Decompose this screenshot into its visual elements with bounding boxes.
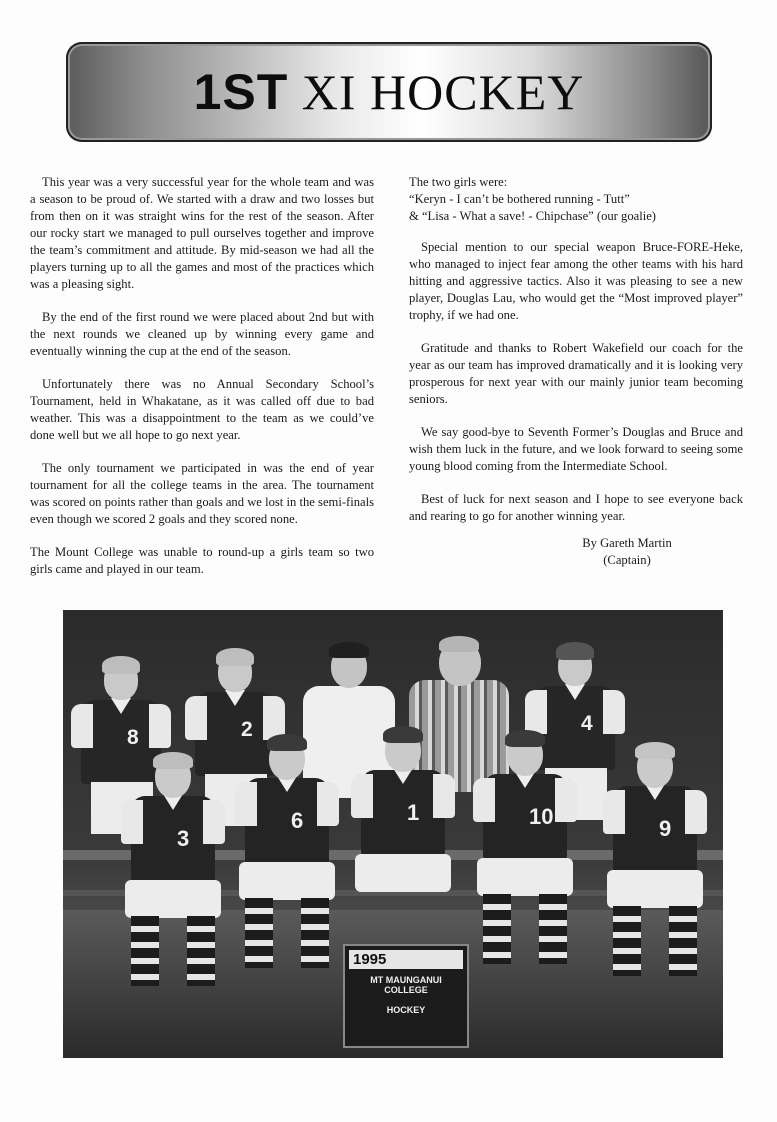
jersey-number: 6 [291,808,304,833]
girls-list [409,174,743,225]
paragraph: We say good-bye to Seventh Former’s Douglas and Bruce and wish them luck in the future, and we look forward to seeing some young blood coming from the Intermediate School. [409,425,743,473]
board-sport: HOCKEY [386,1005,426,1015]
jersey-number: 2 [241,718,253,741]
byline-author: By Gareth Martin [582,536,672,550]
paragraph: The only tournament we participated in was the end of year tournament for all the college teams in the area. The tournament was scored on points rather than goals and we lost in the semi-finals even though we scored 2 goals and they scored none. [30,461,374,526]
girl-name: “Keryn - I can’t be bothered running - Tutt” [409,192,630,206]
paragraph: This year was a very successful year for the whole team and was a season to be proud of. We started with a draw and two losses but from then on it was straight wins for the rest of the season. After our rocky start we managed to pull ourselves together and improve the team’s commitment and attitude. By mid-season we had all the players turning up to all the games and most of the practices which was a pleasing sight. [30,175,374,291]
jersey-number: 3 [177,826,190,851]
paragraph: Unfortunately there was no Annual Secondary School’s Tournament, held in Whakatane, as it was called off due to bad weather. This was a disappointment to the team as we could’ve done well but we all hope to go next year. [30,377,374,442]
girls-intro: The two girls were: [409,175,508,189]
team-photo [63,610,723,1058]
jersey-number: 10 [529,804,554,829]
jersey-number: 9 [659,816,672,841]
paragraph: The Mount College was unable to round-up a girls team so two girls came and played in our team. [30,545,374,576]
girl-name: & “Lisa - What a save! - Chipchase” (our goalie) [409,209,656,223]
article-right-column [409,174,743,569]
jersey-number: 4 [581,712,593,735]
byline-role: (Captain) [603,553,651,567]
byline [527,535,727,569]
page-title: 1ST XI HOCKEY [193,64,585,120]
paragraph: Gratitude and thanks to Robert Wakefield our coach for the year as our team has improved dramatically and it is looking very prosperous for next year with our mainly junior team becoming seniors. [409,341,743,406]
board-school: MT MAUNGANUI COLLEGE [370,975,442,995]
article-left-column [30,174,374,594]
paragraph: By the end of the first round we were placed about 2nd but with the next rounds we cleaned up by winning every game and eventually winning the cup at the end of the season. [30,310,374,358]
team-name-board [343,944,469,1048]
title-banner [66,42,712,142]
jersey-number: 1 [407,800,420,825]
board-year: 1995 [349,950,463,969]
paragraph: Special mention to our special weapon Bruce-FORE-Heke, who managed to inject fear among the other teams with his hard hitting and aggressive tactics. Also it was pleasing to see a new player, Douglas Lau, who would get the “Most improved player” trophy, if we had one. [409,240,743,322]
paragraph: Best of luck for next season and I hope to see everyone back and rearing to go for another winning year. [409,492,743,523]
jersey-number: 8 [127,726,139,749]
